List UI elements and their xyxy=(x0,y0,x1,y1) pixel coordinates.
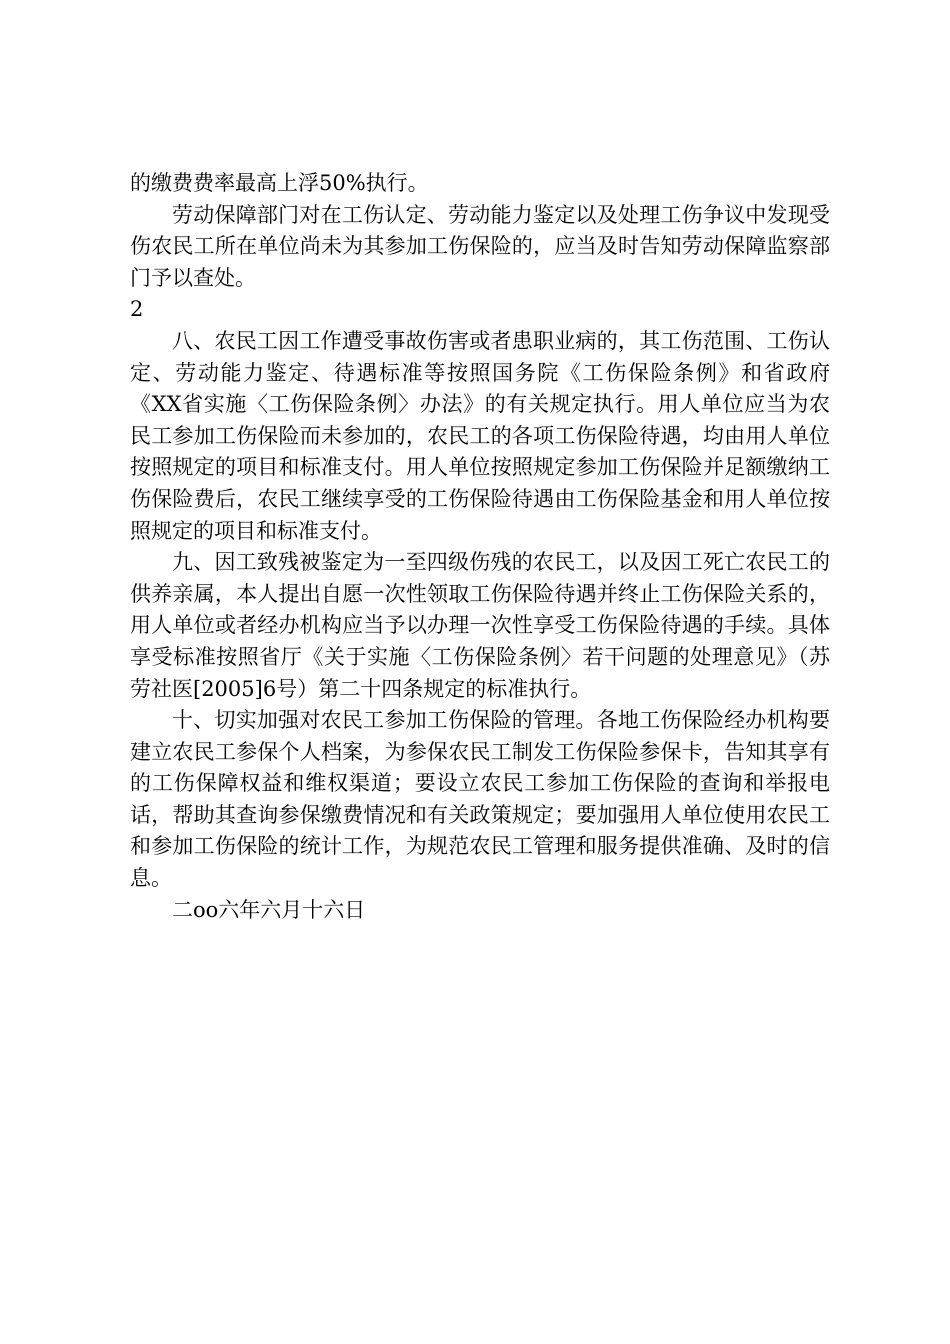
continuation-paragraph: 的缴费费率最高上浮50%执行。 xyxy=(130,171,429,195)
document-body xyxy=(130,168,830,926)
section-eight-paragraph: 八、农民工因工作遭受事故伤害或者患职业病的，其工伤范围、工伤认定、劳动能力鉴定、待遇标准等按照国务院《工伤保险条例》和省政府《XX省实施〈工伤保险条例〉办法》的有关规定执行。用人单位应当为农民工参加工伤保险而未参加的，农民工的各项工伤保险待遇，均由用人单位按照规定的项目和标准支付。用人单位按照规定参加工伤保险并足额缴纳工伤保险费后，农民工继续享受的工伤保险待遇由工伤保险基金和用人单位按照规定的项目和标准支付。 xyxy=(130,328,830,543)
labor-department-paragraph: 劳动保障部门对在工伤认定、劳动能力鉴定以及处理工伤争议中发现受伤农民工所在单位尚未为其参加工伤保险的，应当及时告知劳动保障监察部门予以查处。 xyxy=(130,202,830,290)
document-date: 二oo六年六月十六日 xyxy=(172,897,366,922)
section-nine-paragraph: 九、因工致残被鉴定为一至四级伤残的农民工，以及因工死亡农民工的供养亲属，本人提出自愿一次性领取工伤保险待遇并终止工伤保险关系的，用人单位或者经办机构应当予以办理一次性享受工伤保险待遇的手续。具体享受标准按照省厅《关于实施〈工伤保险条例〉若干问题的处理意见》（苏劳社医[2005]6号）第二十四条规定的标准执行。 xyxy=(130,550,830,701)
section-ten-paragraph: 十、切实加强对农民工参加工伤保险的管理。各地工伤保险经办机构要建立农民工参保个人档案，为参保农民工制发工伤保险参保卡，告知其享有的工伤保障权益和维权渠道；要设立农民工参加工伤保险的查询和举报电话，帮助其查询参保缴费情况和有关政策规定；要加强用人单位使用农民工和参加工伤保险的统计工作，为规范农民工管理和服务提供准确、及时的信息。 xyxy=(130,708,830,891)
page-number: 2 xyxy=(130,297,144,322)
